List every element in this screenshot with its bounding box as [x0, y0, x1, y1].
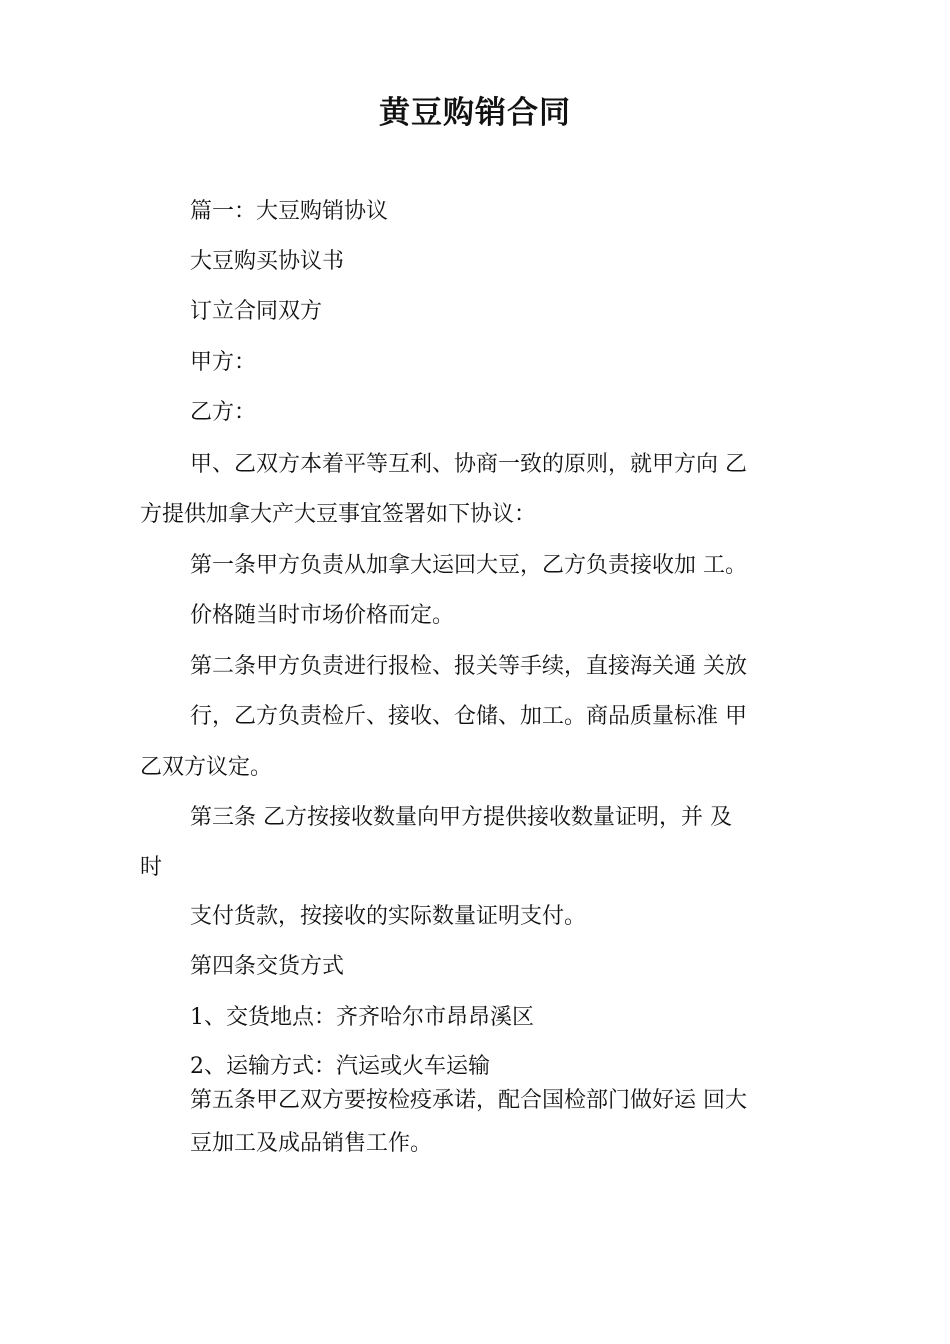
text-line-19: 第五条甲乙双方要按检疫承诺，配合国检部门做好运 回大: [190, 1088, 747, 1113]
text-line-12: 乙双方议定。: [140, 755, 273, 780]
text-line-11: 行，乙方负责检斤、接收、仓储、加工。商品质量标准 甲: [190, 704, 747, 729]
text-line-9: 价格随当时市场价格而定。: [190, 603, 455, 628]
text-line-17: 1、交货地点：齐齐哈尔市昂昂溪区: [190, 1005, 534, 1030]
text-line-7: 方提供加拿大产大豆事宜签署如下协议：: [140, 502, 537, 527]
text-line-10: 第二条甲方负责进行报检、报关等手续，直接海关通 关放: [190, 654, 747, 679]
text-line-6: 甲、乙双方本着平等互利、协商一致的原则，就甲方向 乙: [190, 452, 747, 477]
text-line-8: 第一条甲方负责从加拿大运回大豆，乙方负责接收加 工。: [190, 553, 747, 578]
text-line-5: 乙方：: [190, 400, 257, 425]
text-line-18: 2、运输方式：汽运或火车运输: [190, 1054, 490, 1079]
text-line-15: 支付货款，按接收的实际数量证明支付。: [190, 904, 587, 929]
text-line-13: 第三条 乙方按接收数量向甲方提供接收数量证明，并 及: [190, 805, 732, 830]
document-title: 黄豆购销合同: [379, 95, 571, 131]
text-line-1: 篇一：大豆购销协议: [190, 199, 389, 224]
text-line-4: 甲方：: [190, 350, 257, 375]
text-line-16: 第四条交货方式: [190, 954, 345, 979]
text-line-14: 时: [140, 855, 163, 880]
text-line-2: 大豆购买协议书: [190, 249, 345, 274]
text-line-3: 订立合同双方: [190, 299, 323, 324]
text-line-20: 豆加工及成品销售工作。: [190, 1131, 433, 1156]
